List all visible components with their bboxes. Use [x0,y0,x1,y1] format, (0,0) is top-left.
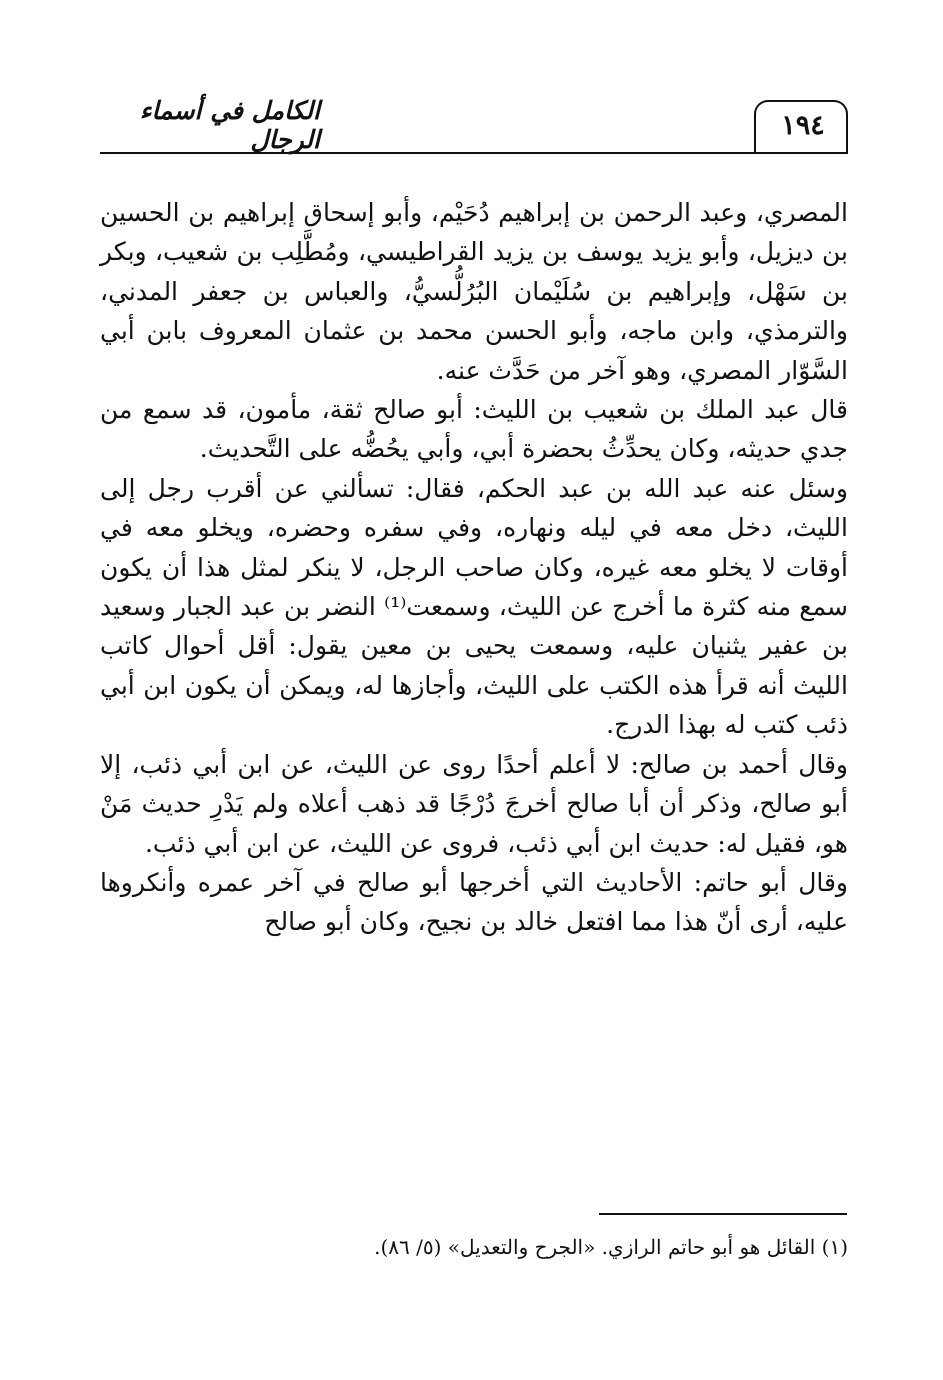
page-header [100,96,848,158]
footnote: (١) القائل هو أبو حاتم الرازي. «الجرح والتعديل» (٥/ ٨٦). [374,1235,848,1259]
book-title: الكامل في أسماء الرجال [139,96,320,154]
footnote-rule [599,1213,847,1215]
paragraph: وقال أحمد بن صالح: لا أعلم أحدًا روى عن الليث، عن ابن أبي ذئب، إلا أبو صالح، وذكر أن أبا صالح أخرجَ دُرْجًا قد ذهب أعلاه ولم يَدْرِ حديث مَنْ هو، فقيل له: حديث ابن أبي ذئب، فروى عن الليث، عن ابن أبي ذئب. [100,749,848,858]
paragraph: المصري، وعبد الرحمن بن إبراهيم دُحَيْم، وأبو إسحاق إبراهيم بن الحسين بن ديزيل، وأبو يزيد يوسف بن يزيد القراطيسي، ومُطَّلِب بن شعيب، وبكر بن سَهْل، وإبراهيم بن سُلَيْمان البُرُلُّسيُّ، والعباس بن جعفر المدني، والترمذي، وابن ماجه، وأبو الحسن محمد بن عثمان المعروف بابن أبي السَّوّار المصري، وهو آخر من حَدَّث عنه. [100,198,848,385]
main-text [100,193,848,942]
paragraph: قال عبد الملك بن شعيب بن الليث: أبو صالح ثقة، مأمون، قد سمع من جدي حديثه، وكان يحدِّثُ بحضرة أبي، وأبي يحُضُّه على التَّحديث. [100,395,848,464]
header-rule [100,152,848,154]
paragraph: وسئل عنه عبد الله بن عبد الحكم، فقال: تسألني عن أقرب رجل إلى الليث، دخل معه في ليله ونهاره، وفي سفره وحضره، ويخلو معه في أوقات لا يخلو معه غيره، وكان صاحب الرجل، لا ينكر لمثل هذا أن يكون سمع منه كثرة ما أخرج عن الليث، وسمعت⁽¹⁾ النضر بن عبد الجبار وسعيد بن عفير يثنيان عليه، وسمعت يحيى بن معين يقول: أقل أحوال كاتب الليث أنه قرأ هذه الكتب على الليث، وأجازها له، ويمكن أن يكون ابن أبي ذئب كتب له بهذا الدرج. [100,473,848,740]
page-number: ١٩٤ [758,100,848,150]
paragraph: وقال أبو حاتم: الأحاديث التي أخرجها أبو صالح في آخر عمره وأنكروها عليه، أرى أنّ هذا مما افتعل خالد بن نجيح، وكان أبو صالح [100,867,848,937]
